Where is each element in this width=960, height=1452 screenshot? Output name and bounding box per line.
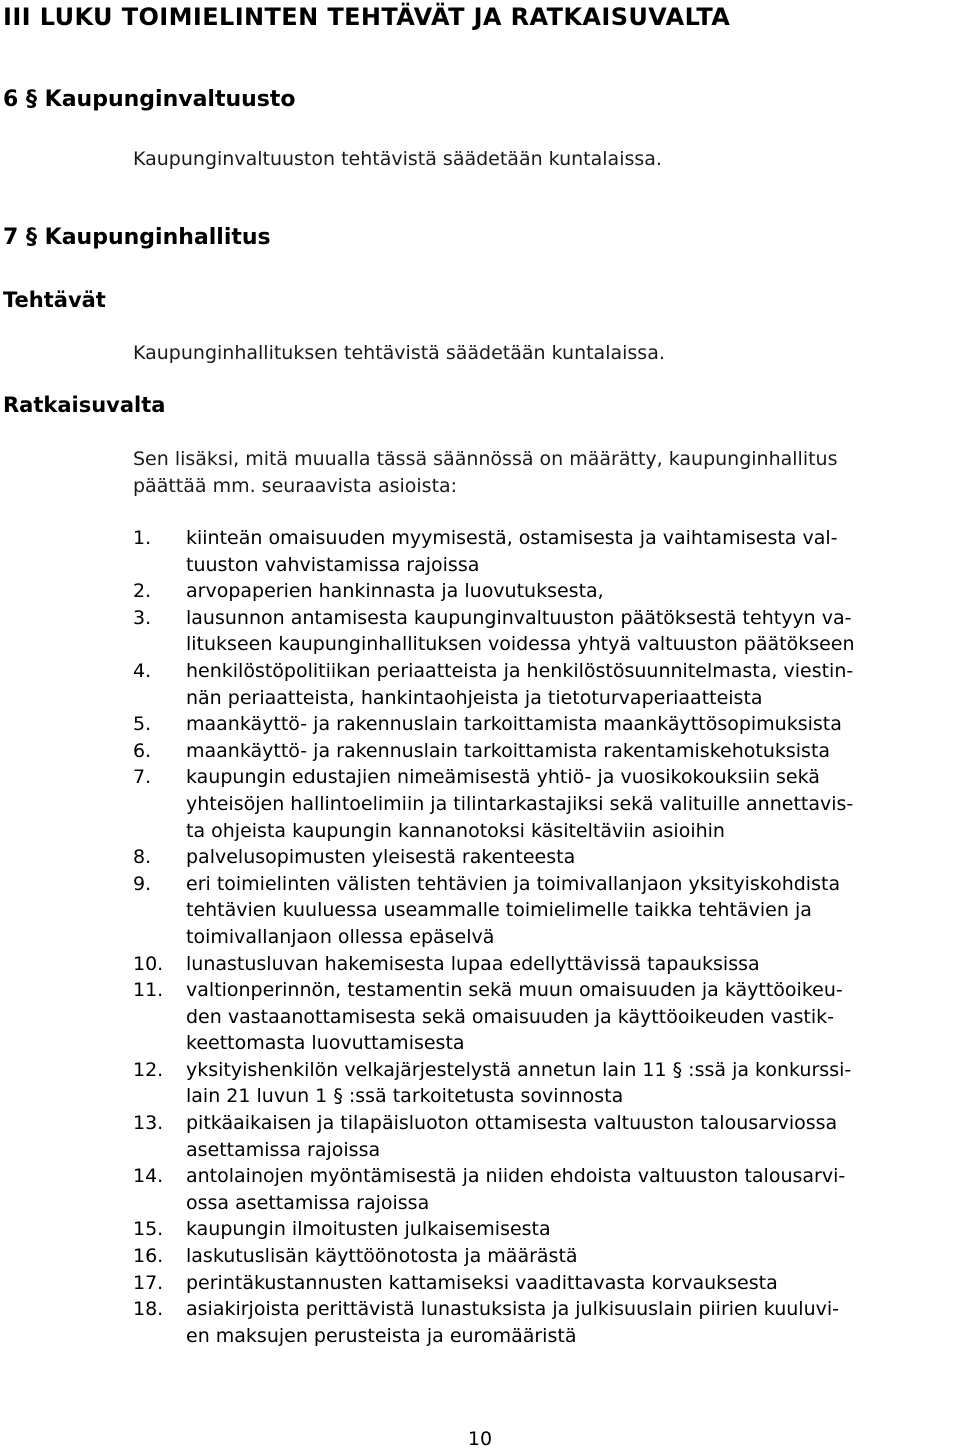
- section-7-heading: [3, 224, 271, 252]
- list-item-line: keettomasta luovuttamisesta: [186, 1032, 465, 1055]
- list-item-text: [186, 977, 958, 1057]
- list-item-text: [186, 1296, 958, 1349]
- authority-heading: Ratkaisuvalta: [3, 393, 166, 417]
- list-item: [133, 711, 958, 738]
- list-item-line: valtionperinnön, testamentin sekä muun omaisuuden ja käyttöoikeu-: [186, 979, 843, 1002]
- list-item: [133, 1057, 958, 1110]
- list-item-line: laskutuslisän käyttöönotosta ja määrästä: [186, 1245, 578, 1268]
- list-item-line: litukseen kaupunginhallituksen voidessa yhtyä valtuuston päätökseen: [186, 633, 855, 656]
- list-item-line: kaupungin edustajien nimeämisestä yhtiö- ja vuosikokouksiin sekä: [186, 766, 820, 789]
- list-item-line: yhteisöjen hallintoelimiin ja tilintarkastajiksi sekä valituille annettavis-: [186, 792, 854, 815]
- authority-intro-line: Sen lisäksi, mitä muualla tässä säännössä on määrätty, kaupunginhallitus: [133, 448, 838, 470]
- list-item-text: [186, 1216, 958, 1243]
- list-item-line: lain 21 luvun 1 § :ssä tarkoitetusta sovinnosta: [186, 1085, 624, 1108]
- list-item: [133, 1243, 958, 1270]
- list-item-number: 1.: [133, 527, 152, 549]
- list-item: [133, 658, 958, 711]
- list-item-line: tuuston vahvistamissa rajoissa: [186, 553, 480, 576]
- list-item-line: en maksujen perusteista ja euromääristä: [186, 1324, 577, 1347]
- list-item-line: lausunnon antamisesta kaupunginvaltuuston päätöksestä tehtyyn va-: [186, 606, 852, 629]
- list-item-line: pitkäaikaisen ja tilapäisluoton ottamisesta valtuuston talousarviossa: [186, 1112, 838, 1135]
- list-item-line: nän periaatteista, hankintaohjeista ja tietoturvaperiaatteista: [186, 686, 763, 709]
- section-6-title: Kaupunginvaltuusto: [44, 87, 296, 112]
- list-item-line: yksityishenkilön velkajärjestelystä annetun lain 11 § :ssä ja konkurssi-: [186, 1058, 852, 1081]
- list-item: [133, 764, 958, 844]
- list-item-line: arvopaperien hankinnasta ja luovutuksesta,: [186, 580, 604, 603]
- list-item-line: antolainojen myöntämisestä ja niiden ehdoista valtuuston talousarvi-: [186, 1165, 846, 1188]
- list-item-number: 10.: [133, 952, 164, 975]
- list-item-number: 12.: [133, 1058, 164, 1081]
- list-item: [133, 1110, 958, 1163]
- authority-intro: [133, 446, 953, 499]
- list-item: [133, 605, 958, 658]
- list-item-text: [186, 951, 958, 978]
- tasks-heading: Tehtävät: [3, 288, 106, 312]
- list-item-number: 14.: [133, 1165, 164, 1188]
- list-item-line: den vastaanottamisesta sekä omaisuuden ja käyttöoikeuden vastik-: [186, 1005, 834, 1028]
- list-item-line: eri toimielinten välisten tehtävien ja toimivallanjaon yksityiskohdista: [186, 872, 841, 895]
- list-item-number: 3.: [133, 606, 152, 629]
- section-6-text: Kaupunginvaltuuston tehtävistä säädetään kuntalaissa.: [133, 148, 662, 170]
- list-item-number: 9.: [133, 872, 152, 895]
- list-item: [133, 1216, 958, 1243]
- section-6-number: 6: [3, 87, 19, 112]
- list-item-text: [186, 871, 958, 951]
- list-item: [133, 738, 958, 765]
- section-7-symbol: §: [25, 225, 37, 250]
- list-item-text: [186, 711, 958, 738]
- section-6-symbol: §: [25, 87, 37, 112]
- list-item: [133, 578, 958, 605]
- list-item-number: 8.: [133, 846, 152, 869]
- list-item-line: asettamissa rajoissa: [186, 1138, 381, 1161]
- chapter-title: III LUKU TOIMIELINTEN TEHTÄVÄT JA RATKAISUVALTA: [3, 3, 731, 31]
- list-item-number: 18.: [133, 1298, 164, 1321]
- list-item-line: henkilöstöpolitiikan periaatteista ja henkilöstösuunnitelmasta, viestin-: [186, 659, 854, 682]
- list-item-text: [186, 1110, 958, 1163]
- list-item-text: [186, 1057, 958, 1110]
- section-7-title: Kaupunginhallitus: [44, 225, 271, 250]
- list-item-line: maankäyttö- ja rakennuslain tarkoittamista maankäyttösopimuksista: [186, 713, 842, 736]
- authority-list: [133, 525, 958, 1349]
- list-item-line: lunastusluvan hakemisesta lupaa edellyttävissä tapauksissa: [186, 952, 760, 975]
- list-item-line: asiakirjoista perittävistä lunastuksista ja julkisuuslain piirien kuuluvi-: [186, 1298, 840, 1321]
- list-item-text: [186, 1243, 958, 1270]
- section-7-number: 7: [3, 225, 19, 250]
- list-item: [133, 871, 958, 951]
- list-item-line: kiinteän omaisuuden myymisestä, ostamisesta ja vaihtamisesta val-: [186, 527, 838, 549]
- list-item-number: 11.: [133, 979, 164, 1002]
- list-item-number: 16.: [133, 1245, 164, 1268]
- list-item-text: [186, 844, 958, 871]
- list-item-number: 13.: [133, 1112, 164, 1135]
- authority-intro-line: päättää mm. seuraavista asioista:: [133, 474, 458, 497]
- list-item-number: 4.: [133, 659, 152, 682]
- list-item-line: ossa asettamissa rajoissa: [186, 1191, 430, 1214]
- list-item-text: [186, 1163, 958, 1216]
- list-item-line: perintäkustannusten kattamiseksi vaadittavasta korvauksesta: [186, 1271, 778, 1294]
- list-item-line: toimivallanjaon ollessa epäselvä: [186, 925, 495, 948]
- page-number: 10: [467, 1428, 493, 1450]
- list-item-number: 6.: [133, 739, 152, 762]
- list-item-line: tehtävien kuuluessa useammalle toimielimelle taikka tehtävien ja: [186, 899, 812, 922]
- section-6-heading: [3, 86, 296, 114]
- list-item: [133, 977, 958, 1057]
- list-item-text: [186, 1270, 958, 1297]
- tasks-text: Kaupunginhallituksen tehtävistä säädetään kuntalaissa.: [133, 342, 665, 364]
- list-item-text: [186, 605, 958, 658]
- list-item-line: ta ohjeista kaupungin kannanotoksi käsiteltäviin asioihin: [186, 819, 725, 842]
- list-item-text: [186, 525, 958, 578]
- list-item: [133, 1270, 958, 1297]
- list-item-number: 5.: [133, 713, 152, 736]
- list-item: [133, 525, 958, 578]
- list-item: [133, 1163, 958, 1216]
- list-item-number: 17.: [133, 1271, 164, 1294]
- list-item-text: [186, 764, 958, 844]
- list-item: [133, 1296, 958, 1349]
- list-item-text: [186, 658, 958, 711]
- list-item-line: kaupungin ilmoitusten julkaisemisesta: [186, 1218, 551, 1241]
- list-item-text: [186, 738, 958, 765]
- list-item-number: 15.: [133, 1218, 164, 1241]
- list-item: [133, 951, 958, 978]
- list-item-number: 2.: [133, 580, 152, 603]
- list-item-line: maankäyttö- ja rakennuslain tarkoittamista rakentamiskehotuksista: [186, 739, 831, 762]
- list-item-number: 7.: [133, 766, 152, 789]
- list-item-text: [186, 578, 958, 605]
- list-item-line: palvelusopimusten yleisestä rakenteesta: [186, 846, 576, 869]
- list-item: [133, 844, 958, 871]
